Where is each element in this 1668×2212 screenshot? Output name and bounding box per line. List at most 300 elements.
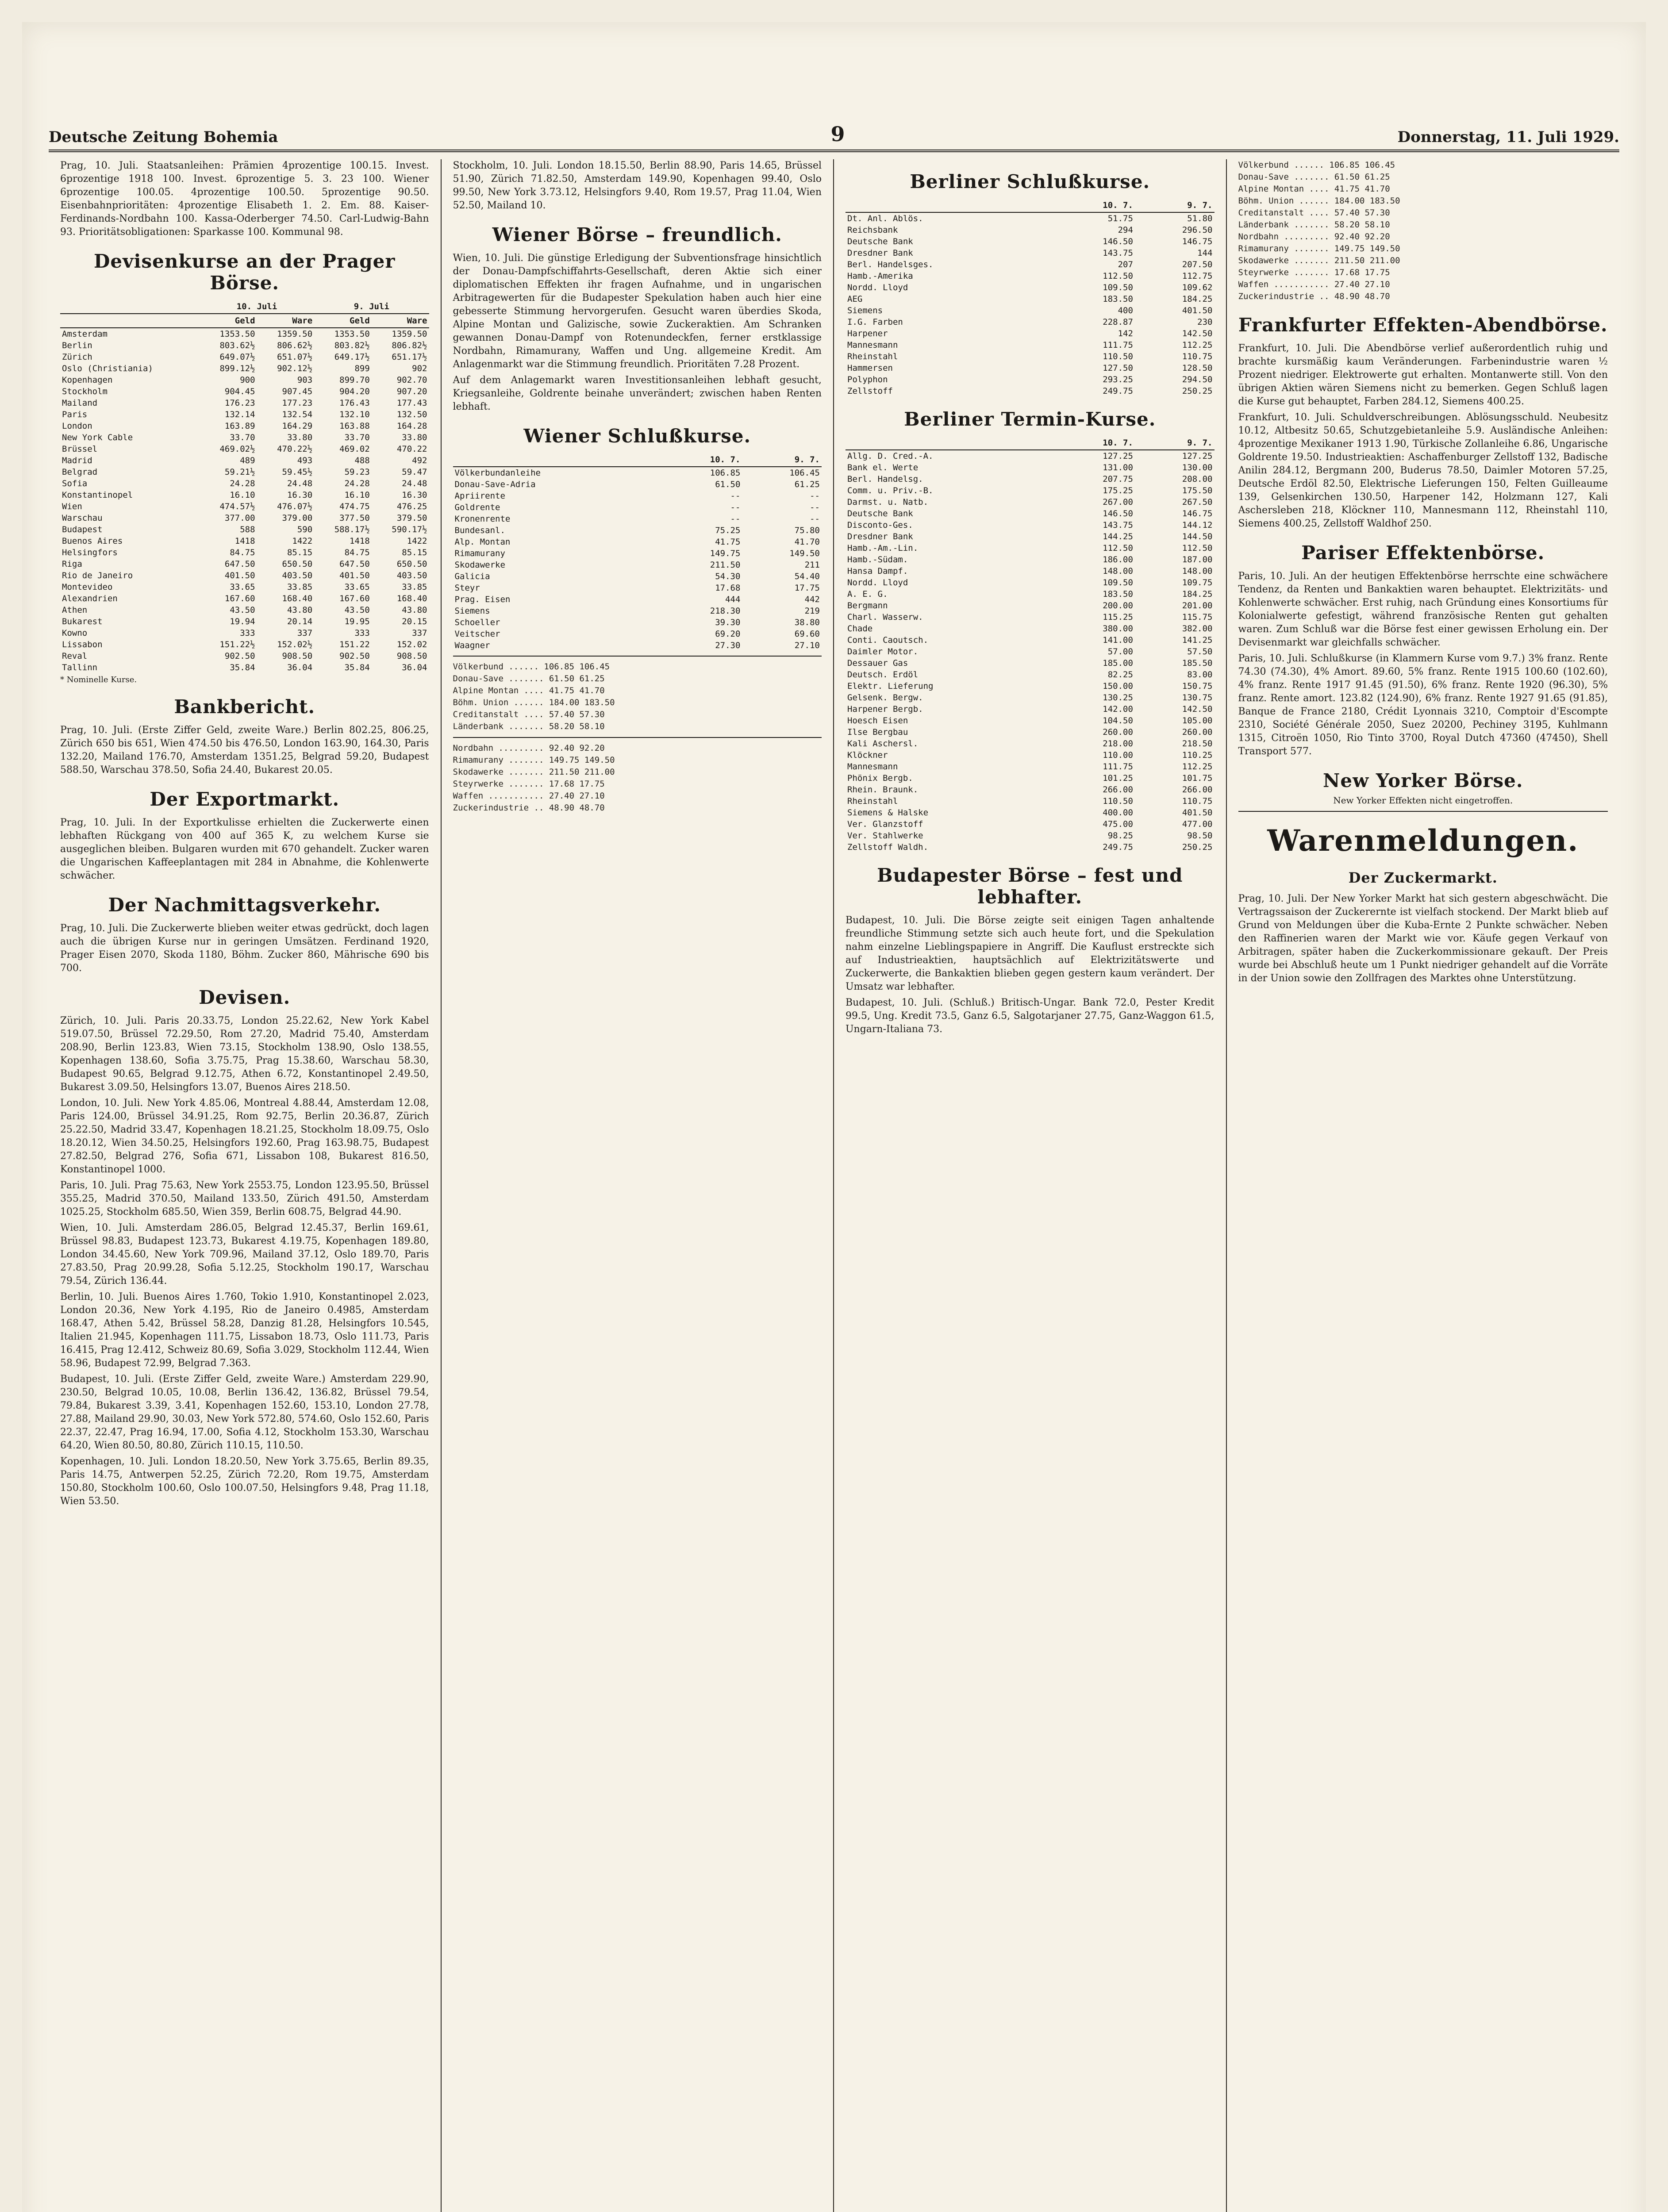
table-cell: 33.70 <box>344 433 370 442</box>
table-cell: Bundesanl. <box>454 526 505 535</box>
listing-line: Donau-Save ....... 61.50 61.25 <box>1238 172 1390 182</box>
export-heading: Der Exportmarkt. <box>150 788 340 810</box>
table-cell: 588 <box>240 525 255 534</box>
table-cell: 186.00 <box>1103 555 1133 565</box>
column-header: Geld <box>314 314 372 328</box>
berliner-schluss-table <box>846 199 1214 397</box>
column-header: 9. 7. <box>742 453 822 467</box>
table-cell: 20.15 <box>402 617 427 626</box>
table-row <box>846 462 1214 473</box>
table-cell: Paris <box>62 410 88 419</box>
table-cell: Sofia <box>62 479 88 488</box>
table-cell: 109.50 <box>1103 578 1133 588</box>
table-cell: 109.62 <box>1182 283 1213 292</box>
table-cell: 75.25 <box>715 526 741 535</box>
columns <box>49 159 1619 2212</box>
table-cell: 176.23 <box>224 398 255 408</box>
table-cell: Konstantinopel <box>62 490 133 500</box>
table-cell: 902 <box>412 364 427 373</box>
table-cell: 84.75 <box>344 548 370 557</box>
table-cell: 41.70 <box>794 537 820 547</box>
table-cell: 902.12½ <box>277 364 313 373</box>
table-cell: Siemens <box>454 606 490 616</box>
table-cell: Alp. Montan <box>454 537 511 547</box>
table-cell: Ilse Bergbau <box>847 727 908 737</box>
table-cell: Wien <box>62 502 82 511</box>
table-header-row <box>846 199 1214 212</box>
table-cell: 902.70 <box>396 375 427 385</box>
table-cell: 489 <box>240 456 255 465</box>
table-cell: 142.00 <box>1103 704 1133 714</box>
table-row <box>846 374 1214 385</box>
table-cell: 33.70 <box>230 433 255 442</box>
table-cell: 1353.50 <box>219 329 255 339</box>
listing-line: Alpine Montan .... 41.75 41.70 <box>453 686 605 695</box>
produkten-text: Prag, 10. Juli. Die Zuckerwerte blieben weiter etwas gedrückt, doch lagen auch die übrigen Kurse nur in geringen Umsätzen. Ferdinand 1920, Prager Eisen 2070, Skoda 1180, Böhm. Zucker 860, Mährische 690 bis 700. <box>60 923 429 974</box>
table-row <box>846 830 1214 841</box>
table-cell: 382.00 <box>1182 624 1213 634</box>
table-row <box>846 259 1214 270</box>
table-cell: Dresdner Bank <box>847 532 913 541</box>
table-cell: Siemens <box>847 306 883 315</box>
table-cell: 132.54 <box>282 410 313 419</box>
divider <box>453 656 822 657</box>
table-cell: Mannesmann <box>847 340 898 350</box>
table-cell: 115.75 <box>1182 612 1213 622</box>
table-cell: 59.23 <box>344 467 370 477</box>
table-cell: 908.50 <box>396 651 427 661</box>
table-cell: 183.50 <box>1103 589 1133 599</box>
bankenbericht-heading: Bankbericht. <box>174 696 315 718</box>
table-cell: Bergmann <box>847 601 888 611</box>
table-cell: Rheinstahl <box>847 352 898 361</box>
table-cell: 16.30 <box>287 490 313 500</box>
table-cell: 296.50 <box>1182 225 1213 235</box>
table-cell: Völkerbundanleihe <box>454 468 541 478</box>
table-cell: Rheinstahl <box>847 796 898 806</box>
table-cell: 294.50 <box>1182 375 1213 384</box>
newyork-note: New Yorker Effekten nicht eingetroffen. <box>1333 795 1513 806</box>
wiener-anlage-text: Auf dem Anlagemarkt waren Investitionsanleihen lebhaft gesucht, Kriegsanleihe, Goldrente beinahe unverändert; zwischen haben Renten lebhaft. <box>453 375 822 412</box>
table-cell: Dresdner Bank <box>847 248 913 258</box>
column-header <box>846 199 1055 212</box>
group-header: 10. Juli <box>200 300 314 314</box>
table-row <box>453 536 822 548</box>
table-cell: Harpener <box>847 329 888 338</box>
table-cell: 401.50 <box>224 571 255 580</box>
table-row <box>846 795 1214 807</box>
listing-line: Völkerbund ...... 106.85 106.45 <box>1238 160 1395 170</box>
paris-text: Paris, 10. Juli. An der heutigen Effektenbörse herrschte eine schwächere Tendenz, da Renten und Bankaktien waren behauptet. Elektrizitäts- und Kohlenwerte schwächer. Erst ruhig, nach Gründung eines Konsortiums für Kolonialwerte gefestigt, während französische Renten gut gehalten waren. Zum Schluß war die Börse fest einer gewissen Erholung ein. Der Devisenmarkt war gleichfalls schwächer. <box>1238 571 1608 648</box>
table-cell: Kronenrente <box>454 514 511 524</box>
listing-line: Alpine Montan .... 41.75 41.70 <box>1238 184 1390 194</box>
table-cell: 33.85 <box>402 582 427 592</box>
table-row <box>846 508 1214 519</box>
table-cell: 43.50 <box>344 605 370 615</box>
table-cell: 401.50 <box>339 571 370 580</box>
table-cell: 588.17½ <box>334 525 370 534</box>
table-row <box>60 351 429 363</box>
table-cell: Zürich <box>62 352 92 362</box>
table-cell: 112.75 <box>1182 271 1213 281</box>
quote-listing <box>453 742 822 814</box>
table-cell: 337 <box>412 628 427 638</box>
table-cell: 130.25 <box>1103 693 1133 703</box>
table-cell: 35.84 <box>344 663 370 672</box>
wiener-schluss-table <box>453 453 822 651</box>
column-3 <box>834 159 1227 2212</box>
table-cell: 902.50 <box>339 651 370 661</box>
table-row <box>60 535 429 547</box>
table-cell: 647.50 <box>339 559 370 569</box>
table-cell: Daimler Motor. <box>847 647 919 657</box>
table-cell: Stockholm <box>62 387 108 396</box>
quote-listing <box>453 661 822 733</box>
table-row <box>453 640 822 651</box>
table-cell: 211.50 <box>710 560 741 570</box>
table-row <box>846 236 1214 247</box>
wiener-text: Wien, 10. Juli. Die günstige Erledigung der Subventionsfrage hinsichtlich der Donau-Dampfschiffahrts-Gesellschaft, deren Aktie sich einer diplomatischen Effekten ihr fragen Aufnahme, und in ungarischen Arbitragewerten für die Budapester Spekulation haben auch hier eine gebesserte Stimmung hervorgerufen. Gesucht waren überdies Skoda, Alpine Montan und Galizische, sowie Zuckeraktien. Am Schranken gewannen Donau-Dampf von Rotenundeckfen, ferner erstklassige Nordbahn, Rimamurany, Waffen und Ung. allgemeine Kredit. Am Anlagenmarkt war die Stimmung freundlich. Prioritäten 7.28 Prozent. <box>453 253 822 370</box>
listing-line: Länderbank ....... 58.20 58.10 <box>1238 220 1390 230</box>
table-cell: 54.40 <box>794 572 820 581</box>
table-cell: 1359.50 <box>277 329 313 339</box>
table-cell: 105.00 <box>1182 716 1213 726</box>
column-header <box>60 314 200 328</box>
table-row <box>60 524 429 535</box>
column-header: 9. 7. <box>1135 436 1214 450</box>
table-row <box>453 571 822 582</box>
table-row <box>846 351 1214 362</box>
table-cell: Rimamurany <box>454 549 505 558</box>
table-row <box>846 316 1214 328</box>
table-cell: 16.10 <box>344 490 370 500</box>
table-cell: 184.25 <box>1182 294 1213 304</box>
table-cell: 218.50 <box>1182 739 1213 749</box>
table-cell: Nordd. Lloyd <box>847 283 908 292</box>
table-cell: 141.00 <box>1103 635 1133 645</box>
table-row <box>846 726 1214 738</box>
table-row <box>60 662 429 673</box>
table-cell: Hamb.-Amerika <box>847 271 913 281</box>
page-number: 9 <box>830 122 845 146</box>
table-row <box>846 385 1214 397</box>
table-cell: 168.40 <box>396 594 427 603</box>
table-cell: 900 <box>240 375 255 385</box>
table-row <box>60 501 429 512</box>
table-row <box>846 270 1214 282</box>
table-cell: Kowno <box>62 628 88 638</box>
table-row <box>846 841 1214 853</box>
zucker-heading: Der Zuckermarkt. <box>1348 869 1498 886</box>
table-cell: 36.04 <box>287 663 313 672</box>
table-cell: 219 <box>804 606 820 616</box>
table-cell: 1359.50 <box>392 329 427 339</box>
table-cell: 442 <box>804 595 820 604</box>
table-row <box>60 420 429 432</box>
listing-line: Creditanstalt .... 57.40 57.30 <box>453 710 605 719</box>
table-cell: Kali Aschersl. <box>847 739 919 749</box>
table-cell: 109.50 <box>1103 283 1133 292</box>
masthead <box>49 106 1619 152</box>
table-row <box>846 282 1214 293</box>
table-cell: Prag. Eisen <box>454 595 511 604</box>
table-cell: 167.60 <box>224 594 255 603</box>
table-cell: 111.75 <box>1103 762 1133 772</box>
table-cell: Budapest <box>62 525 103 534</box>
table-cell: Elektr. Lieferung <box>847 681 934 691</box>
table-cell: 470.22 <box>396 444 427 454</box>
date-line: Donnerstag, 11. Juli 1929. <box>1397 128 1619 146</box>
table-cell: 59.21½ <box>224 467 255 477</box>
table-cell: 41.75 <box>715 537 741 547</box>
table-row <box>453 490 822 502</box>
table-cell: 82.25 <box>1107 670 1133 680</box>
column-header: 9. 7. <box>1135 199 1214 212</box>
listing-line: Steyrwerke ....... 17.68 17.75 <box>1238 268 1390 277</box>
table-row <box>846 738 1214 749</box>
table-cell: 61.50 <box>715 480 741 489</box>
column-header <box>846 436 1055 450</box>
table-row <box>846 305 1214 316</box>
table-cell: 150.75 <box>1182 681 1213 691</box>
table-group-header-row <box>60 300 429 314</box>
table-cell: 144.25 <box>1103 532 1133 541</box>
table-cell: 17.75 <box>794 583 820 593</box>
table-cell: 187.00 <box>1182 555 1213 565</box>
bankenbericht-text: Prag, 10. Juli. (Erste Ziffer Geld, zweite Ware.) Berlin 802.25, 806.25, Zürich 650 bis 651, Wien 474.50 bis 476.50, London 163.90, 164.30, Paris 132.20, Mailand 176.70, Amsterdam 1351.25, Belgrad 59.20, Budapest 588.50, Warschau 378.50, Sofia 24.40, Bukarest 20.05. <box>60 725 429 776</box>
table-cell: 377.50 <box>339 513 370 523</box>
table-cell: Mailand <box>62 398 98 408</box>
table-cell: 184.25 <box>1182 589 1213 599</box>
table-cell: Madrid <box>62 456 92 465</box>
table-cell: 474.75 <box>339 502 370 511</box>
table-cell: 33.65 <box>230 582 255 592</box>
table-cell: Berlin <box>62 341 92 350</box>
table-cell: 24.28 <box>344 479 370 488</box>
wiener-schluss-heading: Wiener Schlußkurse. <box>523 425 751 447</box>
table-cell: 218.30 <box>710 606 741 616</box>
table-cell: 1353.50 <box>334 329 370 339</box>
table-cell: Conti. Caoutsch. <box>847 635 929 645</box>
table-row <box>60 604 429 616</box>
table-row <box>60 547 429 558</box>
table-cell: 112.25 <box>1182 762 1213 772</box>
table-cell: 151.22 <box>339 640 370 649</box>
table-cell: 164.28 <box>396 421 427 431</box>
table-cell: 130.75 <box>1182 693 1213 703</box>
listing-line: Rimamurany ....... 149.75 149.50 <box>453 755 615 765</box>
table-cell: Helsingfors <box>62 548 118 557</box>
table-row <box>60 466 429 478</box>
table-cell: 101.25 <box>1103 773 1133 783</box>
table-cell: 488 <box>354 456 370 465</box>
table-cell: 806.62½ <box>277 341 313 350</box>
table-row <box>846 749 1214 761</box>
divider <box>1238 811 1608 812</box>
column-4 <box>1227 159 1620 2212</box>
table-row <box>846 772 1214 784</box>
listing-line: Völkerbund ...... 106.85 106.45 <box>453 662 610 672</box>
table-cell: 590 <box>297 525 313 534</box>
table-cell: Donau-Save-Adria <box>454 480 536 489</box>
paris-heading: Pariser Effektenbörse. <box>1301 542 1545 564</box>
table-cell: 201.00 <box>1182 601 1213 611</box>
table-cell: London <box>62 421 92 431</box>
prague-devisen-heading: Devisenkurse an der Prager Börse. <box>93 250 396 294</box>
group-header: 9. Juli <box>314 300 429 314</box>
table-cell: 127.50 <box>1103 363 1133 373</box>
column-header: 10. 7. <box>1055 436 1135 450</box>
table-row <box>846 784 1214 795</box>
table-cell: Skodawerke <box>454 560 505 570</box>
table-cell: 164.29 <box>282 421 313 431</box>
column-header: Ware <box>257 314 315 328</box>
table-cell: 207.75 <box>1103 474 1133 484</box>
table-body <box>846 212 1214 397</box>
table-cell: 493 <box>297 456 313 465</box>
table-row <box>60 340 429 351</box>
table-cell: 899.70 <box>339 375 370 385</box>
table-cell: 144 <box>1197 248 1213 258</box>
table-cell: 899.12½ <box>219 364 255 373</box>
table-row <box>453 559 822 571</box>
table-cell: 379.00 <box>282 513 313 523</box>
table-cell: Deutsche Bank <box>847 509 913 518</box>
table-cell: 57.00 <box>1107 647 1133 657</box>
table-cell: 803.82½ <box>334 341 370 350</box>
table-cell: 175.25 <box>1103 486 1133 495</box>
table-cell: 400 <box>1118 306 1133 315</box>
table-cell: 250.25 <box>1182 842 1213 852</box>
table-row <box>846 212 1214 224</box>
table-cell: 1418 <box>350 536 370 546</box>
table-cell: Belgrad <box>62 467 98 477</box>
table-cell: 266.00 <box>1182 785 1213 795</box>
table-row <box>846 588 1214 600</box>
table-row <box>453 582 822 594</box>
table-row <box>846 646 1214 657</box>
listing-line: Länderbank ....... 58.20 58.10 <box>453 722 605 731</box>
table-row <box>60 558 429 570</box>
table-cell: Bukarest <box>62 617 103 626</box>
table-cell: 43.80 <box>287 605 313 615</box>
table-row <box>60 512 429 524</box>
table-cell: 207 <box>1118 260 1133 269</box>
table-cell: 33.80 <box>287 433 313 442</box>
table-row <box>846 623 1214 634</box>
table-row <box>60 386 429 397</box>
table-cell: 144.50 <box>1182 532 1213 541</box>
table-cell: Comm. u. Priv.-B. <box>847 486 934 495</box>
table-cell: 57.50 <box>1187 647 1213 657</box>
column-header: 10. 7. <box>1055 199 1135 212</box>
table-cell: 377.00 <box>224 513 255 523</box>
table-cell: 51.75 <box>1107 214 1133 223</box>
table-cell: Ver. Stahlwerke <box>847 831 923 841</box>
table-cell: 250.25 <box>1182 386 1213 396</box>
table-cell: 176.43 <box>339 398 370 408</box>
table-row <box>846 703 1214 715</box>
table-row <box>60 650 429 662</box>
table-row <box>60 639 429 650</box>
table-cell: Dessauer Gas <box>847 658 908 668</box>
table-cell: 649.07½ <box>219 352 255 362</box>
table-cell: 163.88 <box>339 421 370 431</box>
table-cell: 650.50 <box>396 559 427 569</box>
table-cell: 177.23 <box>282 398 313 408</box>
export-text: Prag, 10. Juli. In der Exportkulisse erhielten die Zuckerwerte einen lebhaften Rückgang von 400 auf 365 K, zu welchem Kurse sie ausgeglichen bleiben. Bulgaren wurden mit 670 gehandelt. Zucker waren die Ungarischen Kaffeeplantagen mit 284 in Abnahme, die Kohlenwerte schwächer. <box>60 817 429 881</box>
table-header-row <box>60 314 429 328</box>
table-cell: Brüssel <box>62 444 98 454</box>
table-cell: 35.84 <box>230 663 255 672</box>
table-cell: 110.00 <box>1103 750 1133 760</box>
table-cell: 111.75 <box>1103 340 1133 350</box>
table-cell: 127.25 <box>1103 451 1133 461</box>
termin-table <box>846 436 1214 853</box>
listing-line: Zuckerindustrie .. 48.90 48.70 <box>1238 292 1390 301</box>
table-cell: 148.00 <box>1182 566 1213 576</box>
table-cell: 249.75 <box>1103 842 1133 852</box>
table-cell: 98.50 <box>1187 831 1213 841</box>
table-cell: 647.50 <box>224 559 255 569</box>
table-cell: 444 <box>725 595 741 604</box>
table-cell: Hammersen <box>847 363 893 373</box>
table-cell: 294 <box>1118 225 1133 235</box>
table-cell: 112.50 <box>1103 543 1133 553</box>
table-cell: Klöckner <box>847 750 888 760</box>
table-cell: 333 <box>354 628 370 638</box>
frankfurt-heading: Frankfurter Effekten-Abendbörse. <box>1238 314 1608 336</box>
table-cell: 143.75 <box>1103 248 1133 258</box>
table-row <box>846 362 1214 374</box>
table-cell: 230 <box>1197 317 1213 327</box>
table-cell: 148.00 <box>1103 566 1133 576</box>
table-row <box>60 478 429 489</box>
devisen-berlin-text: Berlin, 10. Juli. Buenos Aires 1.760, Tokio 1.910, Konstantinopel 2.023, London 20.36, New York 4.195, Rio de Janeiro 0.4985, Amsterdam 168.47, Athen 5.42, Brüssel 58.28, Danzig 81.28, Helsingfors 10.545, Italien 21.945, Kopenhagen 111.75, Lissabon 18.73, Oslo 111.73, Paris 16.415, Prag 12.412, Schweiz 80.69, Sofia 3.029, Stockholm 112.44, Wien 58.96, Budapest 72.99, Belgrad 7.363. <box>60 1291 429 1369</box>
table-cell: 106.45 <box>789 468 820 478</box>
table-row <box>846 328 1214 339</box>
table-cell: Berl. Handelsges. <box>847 260 934 269</box>
table-cell: 907.20 <box>396 387 427 396</box>
table-row <box>846 247 1214 259</box>
paper-name: Deutsche Zeitung Bohemia <box>49 128 278 146</box>
table-cell: Kopenhagen <box>62 375 113 385</box>
table-cell: Harpener Bergb. <box>847 704 923 714</box>
devisen-paris-text: Paris, 10. Juli. Prag 75.63, New York 2553.75, London 123.95.50, Brüssel 355.25, Madrid 370.50, Mailand 133.50, Zürich 491.50, Amsterdam 1025.25, Stockholm 685.50, Wien 359, Berlin 608.75, Belgrad 44.90. <box>60 1180 429 1217</box>
table-cell: 400.00 <box>1103 808 1133 818</box>
devisen-kopenhagen-text: Kopenhagen, 10. Juli. London 18.20.50, New York 3.75.65, Berlin 89.35, Paris 14.75, Antwerpen 52.25, Zürich 72.20, Rom 19.75, Amsterdam 150.80, Stockholm 100.60, Oslo 100.07.50, Helsingfors 9.48, Prag 11.18, Wien 53.50. <box>60 1456 429 1507</box>
table-row <box>846 519 1214 531</box>
table-cell: 54.30 <box>715 572 741 581</box>
table-cell: 806.82½ <box>392 341 427 350</box>
table-cell: 152.02½ <box>277 640 313 649</box>
table-cell: 249.75 <box>1103 386 1133 396</box>
listing-line: Donau-Save ....... 61.50 61.25 <box>453 674 605 684</box>
table-cell: 907.45 <box>282 387 313 396</box>
table-cell: -- <box>810 503 820 512</box>
table-row <box>60 593 429 604</box>
column-header: 10. 7. <box>663 453 742 467</box>
table-row <box>453 479 822 490</box>
table-row <box>846 818 1214 830</box>
table-row <box>846 669 1214 680</box>
table-cell: Amsterdam <box>62 329 108 339</box>
table-cell: Oslo (Christiania) <box>62 364 153 373</box>
table-cell: 146.75 <box>1182 237 1213 246</box>
table-cell: Darmst. u. Natb. <box>847 497 929 507</box>
table-cell: Steyr <box>454 583 480 593</box>
table-row <box>846 577 1214 588</box>
